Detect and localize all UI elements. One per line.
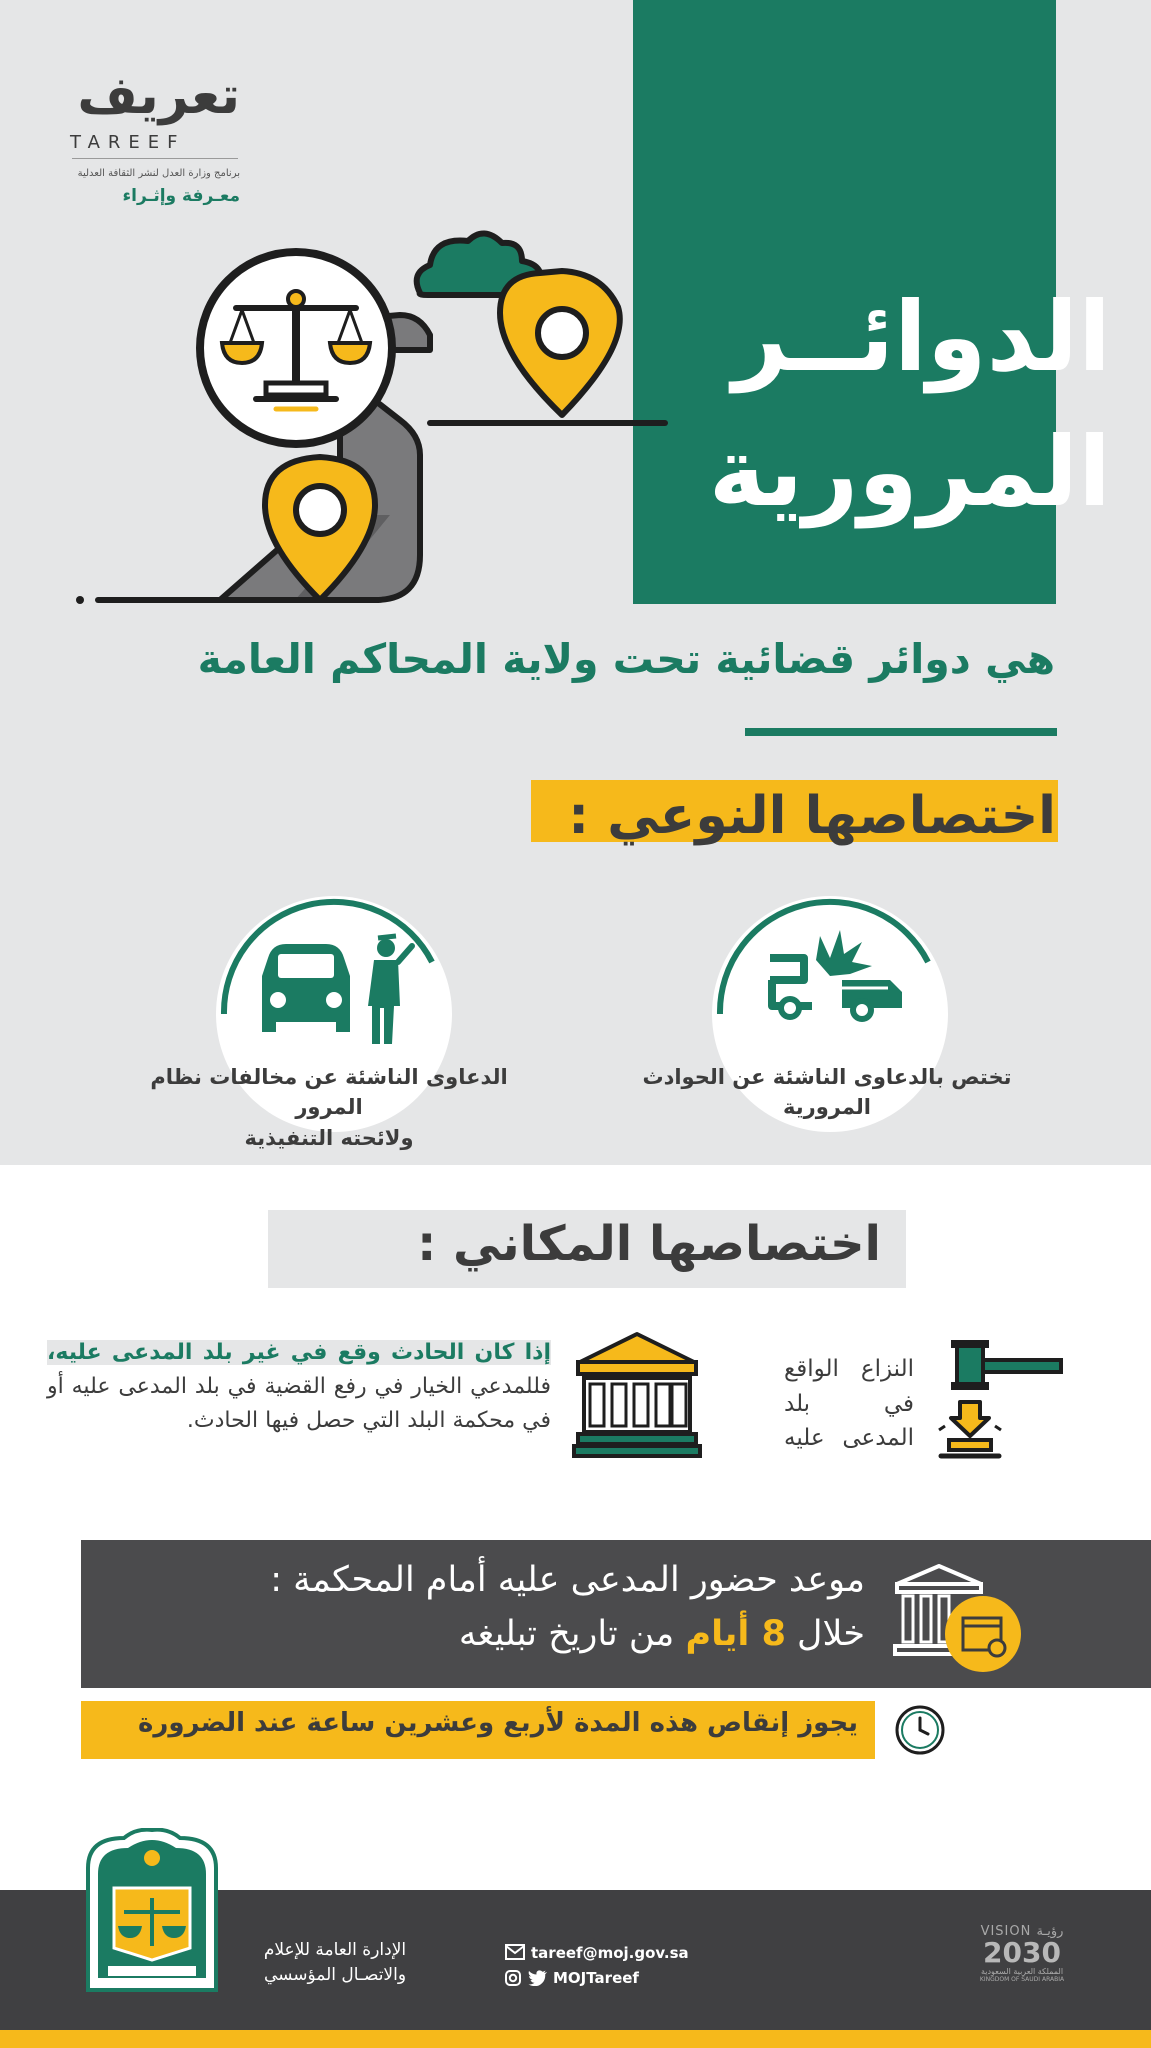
title-line-2: المرورية	[708, 416, 1111, 528]
note-text: يجوز إنقاص هذه المدة لأربع وعشرين ساعة عند الضرورة	[138, 1708, 858, 1738]
logo-divider	[72, 158, 238, 159]
logo-program: برنامج وزارة العدل لنشر الثقافة العدلية	[77, 168, 240, 179]
scale-of-justice-icon	[200, 252, 392, 444]
vision-2030-logo	[972, 1924, 1072, 1983]
item-accidents-line1: تختص بالدعاوى الناشئة عن الحوادث	[642, 1065, 1012, 1089]
vision-kingdom-en: KINGDOM OF SAUDI ARABIA	[979, 1976, 1065, 1983]
twitter-icon[interactable]	[528, 1970, 548, 1986]
map-pin-icon	[500, 271, 620, 415]
title-line-1: الدوائــر	[732, 281, 1111, 393]
email-icon	[505, 1944, 525, 1960]
section-heading-type: اختصاصها النوعي :	[568, 786, 1056, 846]
item-accidents-text	[612, 1062, 1042, 1123]
appointment-days: 8 أيام	[685, 1614, 786, 1654]
tareef-logo	[60, 60, 250, 220]
hero-illustration	[70, 215, 670, 615]
social-handle[interactable]: MOJTareef	[553, 1969, 639, 1987]
rule-text: النزاع الواقع في بلد المدعى عليه	[784, 1356, 914, 1451]
item-violations-text	[114, 1062, 544, 1153]
department-line1: الإدارة العامة للإعلام	[263, 1940, 407, 1960]
clock-icon	[894, 1704, 946, 1756]
exception-rest: فللمدعي الخيار في رفع القضية في بلد المدعى عليه أو في محكمة البلد التي حصل فيها الحادث.	[47, 1374, 551, 1434]
ministry-of-justice-emblem	[84, 1828, 220, 1992]
footer-strip	[0, 2030, 1151, 2048]
vision-kingdom-ar: المملكة العربية السعودية	[980, 1967, 1064, 1976]
exception-bold: إذا كان الحادث وقع في غير بلد المدعى عليه،	[47, 1340, 551, 1365]
item-violations-line2: ولائحته التنفيذية	[244, 1125, 414, 1150]
courthouse-icon	[572, 1330, 702, 1460]
logo-arabic: تعريف	[77, 66, 240, 126]
gavel-icon	[935, 1338, 1065, 1462]
court-calendar-icon	[893, 1562, 1023, 1674]
section-heading-place: اختصاصها المكاني :	[417, 1216, 881, 1272]
instagram-icon[interactable]	[505, 1970, 521, 1986]
appointment-line-1: موعد حضور المدعى عليه أمام المحكمة :	[270, 1560, 865, 1600]
department-line2: والاتصـال المؤسسي	[263, 1964, 407, 1985]
logo-latin: TAREEF	[70, 132, 186, 153]
exception-text	[47, 1336, 551, 1438]
vision-year: 2030	[983, 1936, 1061, 1969]
vision-word: VISION رؤيـة	[980, 1924, 1064, 1939]
email-link[interactable]: tareef@moj.gov.sa	[531, 1944, 689, 1962]
subtitle: هي دوائر قضائية تحت ولاية المحاكم العامة	[197, 635, 1055, 683]
logo-slogan: معـرفة وإثـراء	[122, 186, 240, 206]
item-accidents-line2: المرورية	[783, 1095, 871, 1120]
item-violations-line1: الدعاوى الناشئة عن مخالفات نظام المرور	[150, 1065, 508, 1120]
appointment-post: من تاريخ تبليغه	[458, 1614, 686, 1654]
subtitle-underline	[745, 728, 1057, 736]
appointment-pre: خلال	[785, 1614, 865, 1654]
department-name	[240, 1938, 430, 1987]
appointment-line-2	[459, 1614, 865, 1654]
